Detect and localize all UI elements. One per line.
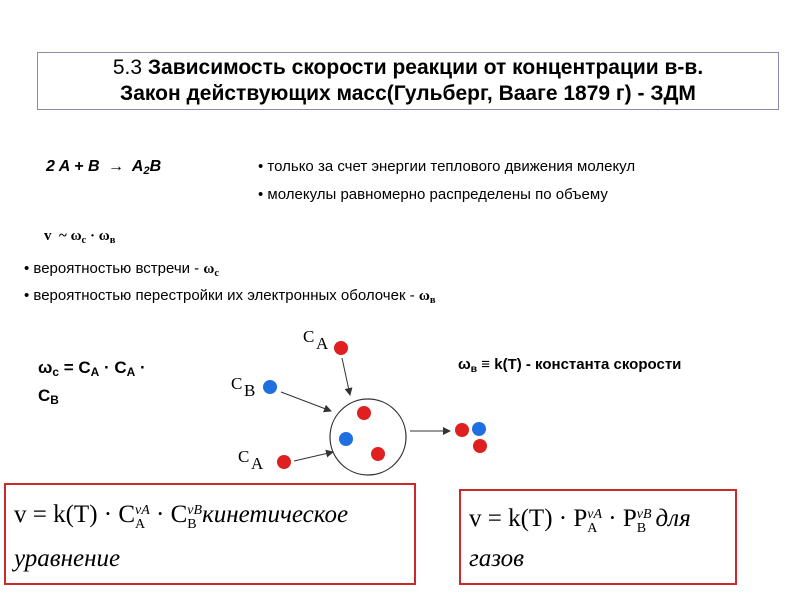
arrow-in-middle <box>281 392 331 411</box>
reaction-right-sub: 2 <box>143 165 150 177</box>
reaction-right: A <box>131 158 144 175</box>
v-symbol: v <box>44 228 52 244</box>
formula-main: · P <box>602 505 637 532</box>
label-b-sub: B <box>244 381 256 400</box>
reaction-left: 2 A + B <box>46 158 100 175</box>
molecule-a-top <box>334 341 348 355</box>
formula-sub: B <box>636 520 647 536</box>
omega-symbol: ω <box>38 358 53 377</box>
label-c-a-bottom: C <box>238 447 250 466</box>
sub-a: A <box>90 365 100 379</box>
omega-c-sub: c <box>81 235 87 246</box>
formula-caption: для <box>655 505 691 532</box>
sub-b: B <box>50 393 59 407</box>
cluster-molecule-b <box>339 432 353 446</box>
probability-text: • вероятностью перестройки их электронных оболочек - <box>24 287 419 304</box>
product-molecule-a <box>455 423 469 437</box>
gas-equation-box <box>459 489 737 585</box>
eq-part: = C <box>59 358 91 377</box>
label-a-sub-bottom: A <box>251 454 264 473</box>
omega-sub: в <box>429 295 436 306</box>
omega-sub: в <box>470 363 478 375</box>
omega-v-sub: в <box>109 235 116 246</box>
kinetic-equation-box <box>4 483 416 585</box>
omega-symbol: ω <box>458 356 471 373</box>
cluster-molecule-a <box>371 447 385 461</box>
eq-part: C <box>38 386 51 405</box>
omega-sub: c <box>52 365 59 379</box>
reaction-arrow: → <box>107 158 124 175</box>
reaction-right-tail: B <box>149 158 162 175</box>
omega-symbol: ω <box>418 288 430 304</box>
formula-exp: νA <box>587 506 603 522</box>
formula-exp: νA <box>135 502 150 518</box>
formula-main: v = k(T) · C <box>14 501 136 528</box>
formula-main: · C <box>149 501 188 528</box>
sub-a: A <box>126 365 136 379</box>
eq-part: · C <box>99 358 127 377</box>
condition-item: • только за счет энергии теплового движения молекул <box>258 158 636 175</box>
formula-caption: кинетическое <box>202 501 349 528</box>
arrow-in-top <box>342 358 350 395</box>
probability-text: • вероятностью встречи - <box>24 260 204 277</box>
omega-symbol: ω <box>70 228 82 244</box>
molecule-b <box>263 380 277 394</box>
omega-sub: c <box>214 268 219 279</box>
arrow-in-bottom <box>294 452 333 461</box>
formula-sub: A <box>135 516 146 532</box>
section-number: 5.3 <box>112 56 143 79</box>
omega-symbol: ω <box>98 228 110 244</box>
title-line-2: Закон действующих масс(Гульберг, Вааге 1879 г) - ЗДМ <box>120 82 696 105</box>
dot-symbol: · <box>89 228 95 244</box>
formula-sub: B <box>187 516 197 532</box>
omega-symbol: ω <box>203 261 215 277</box>
eq-part: · <box>135 358 146 377</box>
molecule-a-bottom <box>277 455 291 469</box>
label-c-a-top: C <box>303 327 315 346</box>
formula-caption-2: газов <box>469 545 525 572</box>
formula-sub: A <box>587 520 598 536</box>
product-molecule-b <box>472 422 486 436</box>
formula-exp: νB <box>187 502 203 518</box>
gas-equation-line <box>469 505 691 536</box>
formula-exp: νB <box>636 506 652 522</box>
title-text-1: Зависимость скорости реакции от концентрации в-в. <box>147 56 704 79</box>
kinetic-equation-line <box>14 501 348 532</box>
formula-caption-2: уравнение <box>14 545 121 572</box>
condition-item: • молекулы равномерно распределены по объему <box>258 186 608 203</box>
product-molecule-a <box>473 439 487 453</box>
cluster-molecule-a <box>357 406 371 420</box>
tilde-symbol: ~ <box>59 228 67 244</box>
label-c-b: C <box>231 374 243 393</box>
label-a-sub-top: A <box>316 334 329 353</box>
formula-main: v = k(T) · P <box>469 505 588 532</box>
rate-constant-text: ≡ k(T) - константа скорости <box>477 356 682 373</box>
